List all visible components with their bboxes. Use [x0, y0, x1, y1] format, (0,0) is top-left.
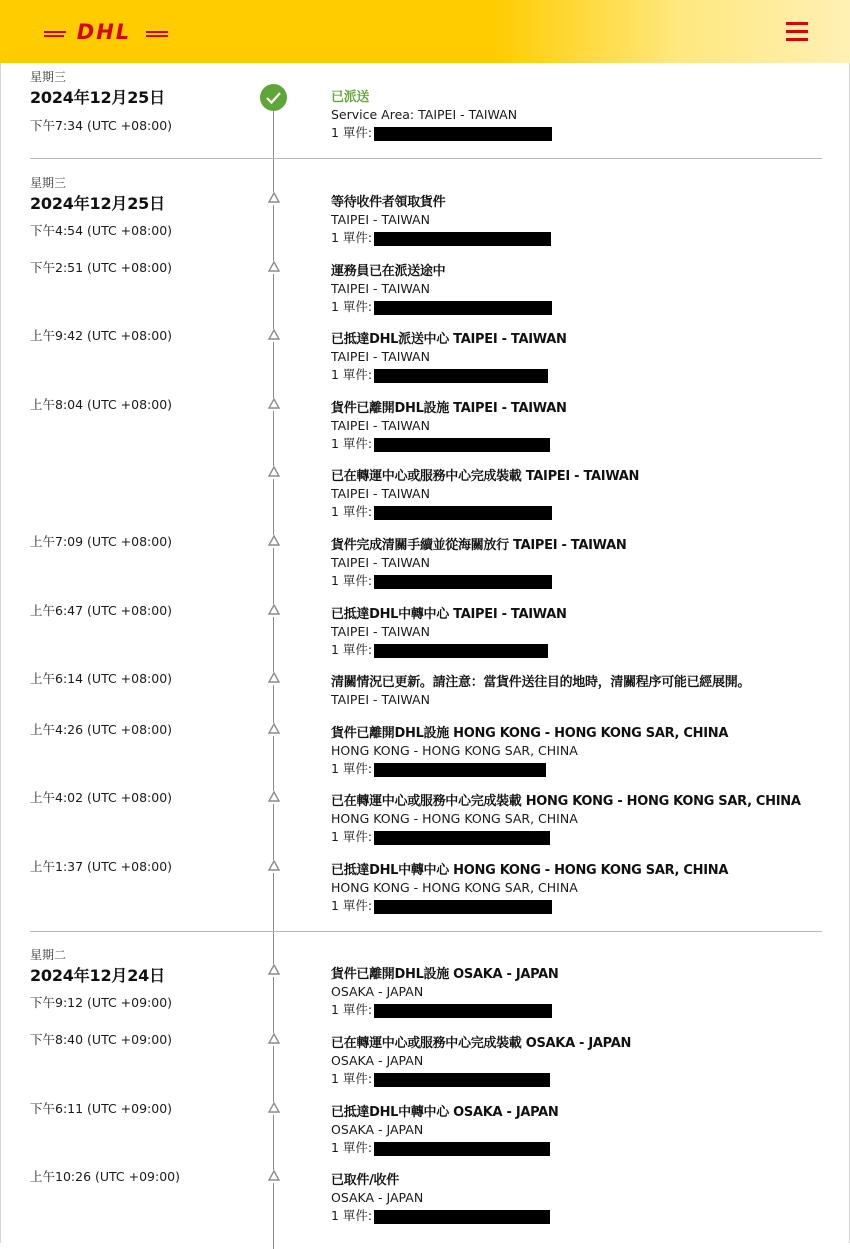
- event-time: 下午6:11 (UTC +09:00): [30, 1101, 173, 1116]
- timeline-triangle-icon: [267, 1102, 280, 1115]
- timeline-triangle-icon: [267, 398, 280, 411]
- event-time: 下午2:51 (UTC +08:00): [30, 260, 173, 275]
- event-pieces: [331, 573, 552, 589]
- event-status: 運務員已在派送途中: [331, 264, 446, 279]
- event-location: TAIPEI - TAIWAN: [331, 349, 430, 364]
- event-location: TAIPEI - TAIWAN: [331, 281, 430, 296]
- pieces-label: 1 單件:: [331, 299, 373, 314]
- event-status: 貨件完成清關手續並從海關放行 TAIPEI - TAIWAN: [331, 538, 627, 553]
- pieces-label: 1 單件:: [331, 829, 373, 844]
- redacted-waybill: [374, 575, 552, 589]
- event-location: HONG KONG - HONG KONG SAR, CHINA: [331, 743, 578, 758]
- redacted-waybill: [374, 301, 552, 315]
- event-location: TAIPEI - TAIWAN: [331, 692, 430, 707]
- redacted-waybill: [374, 127, 552, 141]
- event-location: OSAKA - JAPAN: [331, 984, 424, 999]
- pieces-label: 1 單件:: [331, 367, 373, 382]
- event-status: 已抵達DHL中轉中心 OSAKA - JAPAN: [331, 1105, 559, 1120]
- event-status: 已派送: [331, 90, 370, 105]
- timeline-triangle-icon: [267, 535, 280, 548]
- site-header: [0, 0, 850, 63]
- event-time: 下午9:12 (UTC +09:00): [30, 995, 173, 1010]
- pieces-label: 1 單件:: [331, 125, 373, 140]
- event-time: 下午8:40 (UTC +09:00): [30, 1032, 173, 1047]
- timeline-triangle-icon: [267, 723, 280, 736]
- pieces-label: 1 單件:: [331, 642, 373, 657]
- event-time: 上午9:42 (UTC +08:00): [30, 328, 173, 343]
- svg-text:DHL: DHL: [76, 22, 132, 42]
- event-location: TAIPEI - TAIWAN: [331, 624, 430, 639]
- event-time: 上午4:02 (UTC +08:00): [30, 790, 173, 805]
- event-pieces: [331, 761, 546, 777]
- event-time: 上午6:14 (UTC +08:00): [30, 671, 173, 686]
- pieces-label: 1 單件:: [331, 1002, 373, 1017]
- event-status: 等待收件者領取貨件: [331, 195, 446, 210]
- event-location: Service Area: TAIPEI - TAIWAN: [331, 107, 518, 122]
- pieces-label: 1 單件:: [331, 898, 373, 913]
- event-pieces: [331, 1071, 550, 1087]
- timeline-triangle-icon: [267, 261, 280, 274]
- weekday-label: 星期三: [30, 70, 67, 84]
- event-time: 上午8:04 (UTC +08:00): [30, 397, 173, 412]
- event-time: 上午7:09 (UTC +08:00): [30, 534, 173, 549]
- event-pieces: [331, 829, 550, 845]
- event-location: OSAKA - JAPAN: [331, 1190, 424, 1205]
- event-pieces: [331, 367, 548, 383]
- timeline-triangle-icon: [267, 192, 280, 205]
- event-location: OSAKA - JAPAN: [331, 1122, 424, 1137]
- group-divider: [30, 158, 822, 159]
- redacted-waybill: [374, 1073, 550, 1087]
- redacted-waybill: [374, 831, 550, 845]
- event-time: 上午10:26 (UTC +09:00): [30, 1169, 181, 1184]
- event-location: HONG KONG - HONG KONG SAR, CHINA: [331, 811, 578, 826]
- redacted-waybill: [374, 369, 548, 383]
- event-location: HONG KONG - HONG KONG SAR, CHINA: [331, 880, 578, 895]
- event-status: 已取件/收件: [331, 1173, 399, 1188]
- redacted-waybill: [374, 506, 552, 520]
- event-location: TAIPEI - TAIWAN: [331, 418, 430, 433]
- event-pieces: [331, 230, 551, 246]
- pieces-label: 1 單件:: [331, 1071, 373, 1086]
- timeline-triangle-icon: [267, 329, 280, 342]
- event-status: 已抵達DHL中轉中心 HONG KONG - HONG KONG SAR, CHINA: [331, 863, 729, 878]
- timeline-triangle-icon: [267, 964, 280, 977]
- event-status: 貨件已離開DHL設施 TAIPEI - TAIWAN: [331, 401, 567, 416]
- redacted-waybill: [374, 1004, 552, 1018]
- pieces-label: 1 單件:: [331, 573, 373, 588]
- event-status: 已在轉運中心或服務中心完成裝載 TAIPEI - TAIWAN: [331, 469, 640, 484]
- event-time: 上午4:26 (UTC +08:00): [30, 722, 173, 737]
- event-location: OSAKA - JAPAN: [331, 1053, 424, 1068]
- redacted-waybill: [374, 1210, 550, 1224]
- event-pieces: [331, 436, 550, 452]
- timeline-triangle-icon: [267, 791, 280, 804]
- pieces-label: 1 單件:: [331, 761, 373, 776]
- event-status: 已抵達DHL中轉中心 TAIPEI - TAIWAN: [331, 607, 567, 622]
- event-pieces: [331, 299, 552, 315]
- event-location: TAIPEI - TAIWAN: [331, 212, 430, 227]
- event-time: 上午1:37 (UTC +08:00): [30, 859, 173, 874]
- delivered-check-icon: [260, 84, 287, 111]
- hamburger-menu-icon[interactable]: [786, 20, 810, 44]
- pieces-label: 1 單件:: [331, 1140, 373, 1155]
- redacted-waybill: [374, 1142, 550, 1156]
- event-time: 下午4:54 (UTC +08:00): [30, 223, 173, 238]
- event-time: 上午6:47 (UTC +08:00): [30, 603, 173, 618]
- pieces-label: 1 單件:: [331, 436, 373, 451]
- timeline-triangle-icon: [267, 860, 280, 873]
- date-heading: 2024年12月25日: [30, 194, 165, 213]
- tracking-timeline: [0, 63, 850, 1243]
- event-status: 已在轉運中心或服務中心完成裝載 HONG KONG - HONG KONG SAR, CHINA: [331, 794, 801, 809]
- weekday-label: 星期二: [30, 948, 67, 962]
- group-divider: [30, 931, 822, 932]
- dhl-logo[interactable]: [44, 22, 168, 42]
- redacted-waybill: [374, 438, 550, 452]
- event-pieces: [331, 1140, 550, 1156]
- event-status: 貨件已離開DHL設施 OSAKA - JAPAN: [331, 967, 559, 982]
- event-status: 已在轉運中心或服務中心完成裝載 OSAKA - JAPAN: [331, 1036, 632, 1051]
- redacted-waybill: [374, 763, 546, 777]
- pieces-label: 1 單件:: [331, 230, 373, 245]
- pieces-label: 1 單件:: [331, 504, 373, 519]
- redacted-waybill: [374, 232, 551, 246]
- timeline-triangle-icon: [267, 1033, 280, 1046]
- event-status: 貨件已離開DHL設施 HONG KONG - HONG KONG SAR, CHINA: [331, 726, 729, 741]
- date-heading: 2024年12月25日: [30, 88, 165, 107]
- weekday-label: 星期三: [30, 176, 67, 190]
- event-status: 已抵達DHL派送中心 TAIPEI - TAIWAN: [331, 332, 567, 347]
- event-pieces: [331, 504, 552, 520]
- redacted-waybill: [374, 644, 548, 658]
- date-heading: 2024年12月24日: [30, 966, 165, 985]
- timeline-triangle-icon: [267, 604, 280, 617]
- event-pieces: [331, 898, 552, 914]
- event-time: 下午7:34 (UTC +08:00): [30, 118, 173, 133]
- event-pieces: [331, 1208, 550, 1224]
- event-pieces: [331, 125, 552, 141]
- event-pieces: [331, 1002, 552, 1018]
- redacted-waybill: [374, 900, 552, 914]
- pieces-label: 1 單件:: [331, 1208, 373, 1223]
- timeline-triangle-icon: [267, 466, 280, 479]
- event-status: 清關情況已更新。請注意：當貨件送往目的地時，清關程序可能已經展開。: [331, 675, 751, 690]
- event-location: TAIPEI - TAIWAN: [331, 486, 430, 501]
- event-pieces: [331, 642, 548, 658]
- timeline-triangle-icon: [267, 672, 280, 685]
- event-location: TAIPEI - TAIWAN: [331, 555, 430, 570]
- timeline-triangle-icon: [267, 1170, 280, 1183]
